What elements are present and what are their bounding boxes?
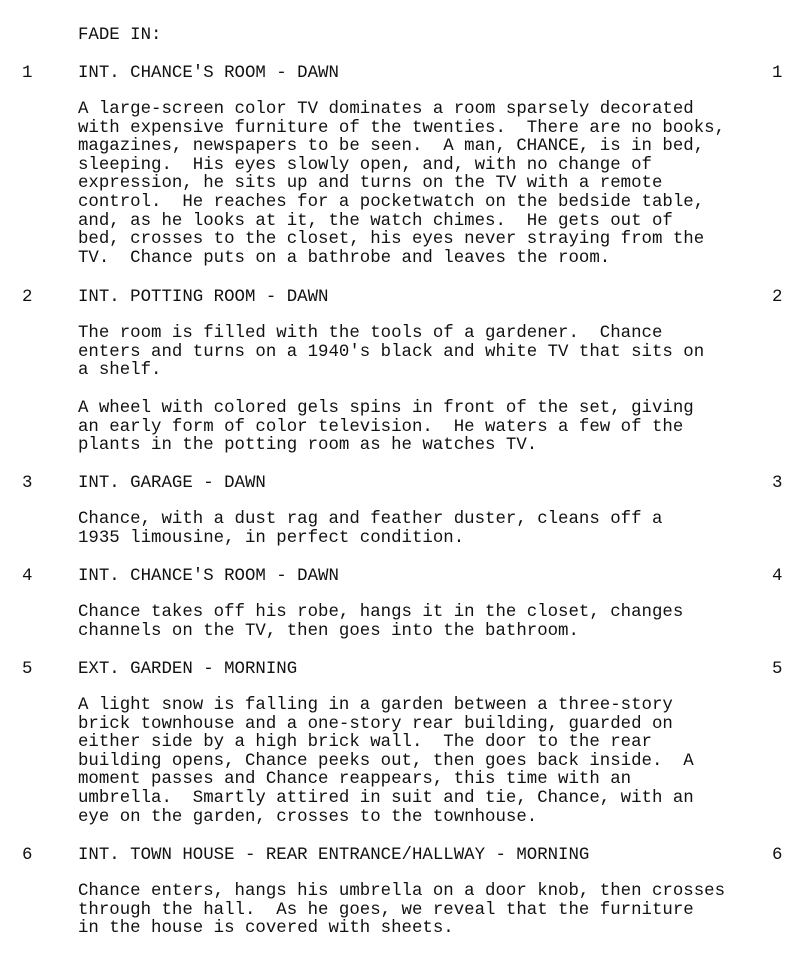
action-paragraph: The room is filled with the tools of a gardener. Chance enters and turns on a 1940's black and white TV that sits on a shelf. — [78, 324, 705, 381]
scene-heading-row — [0, 846, 800, 865]
scene-number-left: 6 — [22, 846, 33, 865]
action-paragraph: A large-screen color TV dominates a room sparsely decorated with expensive furniture of the twenties. There are no books, magazines, newspapers to be seen. A man, CHANCE, is in bed, sleeping. His eyes slowly open, and, with no change of expression, he sits up and turns on the TV with a remote control. He reaches for a pocketwatch on the bedside table, and, as he looks at it, the watch chimes. He gets out of bed, crosses to the closet, his eyes never straying from the TV. Chance puts on a bathrobe and leaves the room. — [78, 100, 726, 268]
scene-heading: INT. TOWN HOUSE - REAR ENTRANCE/HALLWAY - MORNING — [78, 846, 590, 865]
scene-number-left: 3 — [22, 474, 33, 493]
scene-number-left: 4 — [22, 567, 33, 586]
scene-number-right: 2 — [772, 288, 783, 307]
scene-heading: INT. CHANCE'S ROOM - DAWN — [78, 64, 339, 83]
scene-heading-row — [0, 567, 800, 586]
action-paragraph: Chance takes off his robe, hangs it in the closet, changes channels on the TV, then goes into the bathroom. — [78, 603, 684, 641]
scene-heading: INT. GARAGE - DAWN — [78, 474, 266, 493]
scene-number-right: 5 — [772, 660, 783, 679]
scene-number-right: 4 — [772, 567, 783, 586]
scene-heading-row — [0, 474, 800, 493]
scene-number-left: 2 — [22, 288, 33, 307]
scene-number-left: 5 — [22, 660, 33, 679]
action-paragraph: A light snow is falling in a garden between a three-story brick townhouse and a one-story rear building, guarded on either side by a high brick wall. The door to the rear building opens, Chance peeks out, then goes back inside. A moment passes and Chance reappears, this time with an umbrella. Smartly attired in suit and tie, Chance, with an eye on the garden, crosses to the townhouse. — [78, 696, 694, 827]
scene-number-right: 1 — [772, 64, 783, 83]
scene-number-left: 1 — [22, 64, 33, 83]
action-paragraph: Chance enters, hangs his umbrella on a door knob, then crosses through the hall. As he goes, we reveal that the furniture in the house is covered with sheets. — [78, 882, 726, 939]
scene-number-right: 6 — [772, 846, 783, 865]
scene-number-right: 3 — [772, 474, 783, 493]
action-paragraph: A wheel with colored gels spins in front of the set, giving an early form of color television. He waters a few of the plants in the potting room as he watches TV. — [78, 399, 694, 456]
scene-heading-row — [0, 660, 800, 679]
scene-heading-row — [0, 64, 800, 83]
transition-fade-in: FADE IN: — [78, 26, 162, 45]
scene-heading-row — [0, 288, 800, 307]
scene-heading: INT. CHANCE'S ROOM - DAWN — [78, 567, 339, 586]
scene-heading: EXT. GARDEN - MORNING — [78, 660, 298, 679]
scene-heading: INT. POTTING ROOM - DAWN — [78, 288, 329, 307]
action-paragraph: Chance, with a dust rag and feather duster, cleans off a 1935 limousine, in perfect condition. — [78, 510, 663, 548]
